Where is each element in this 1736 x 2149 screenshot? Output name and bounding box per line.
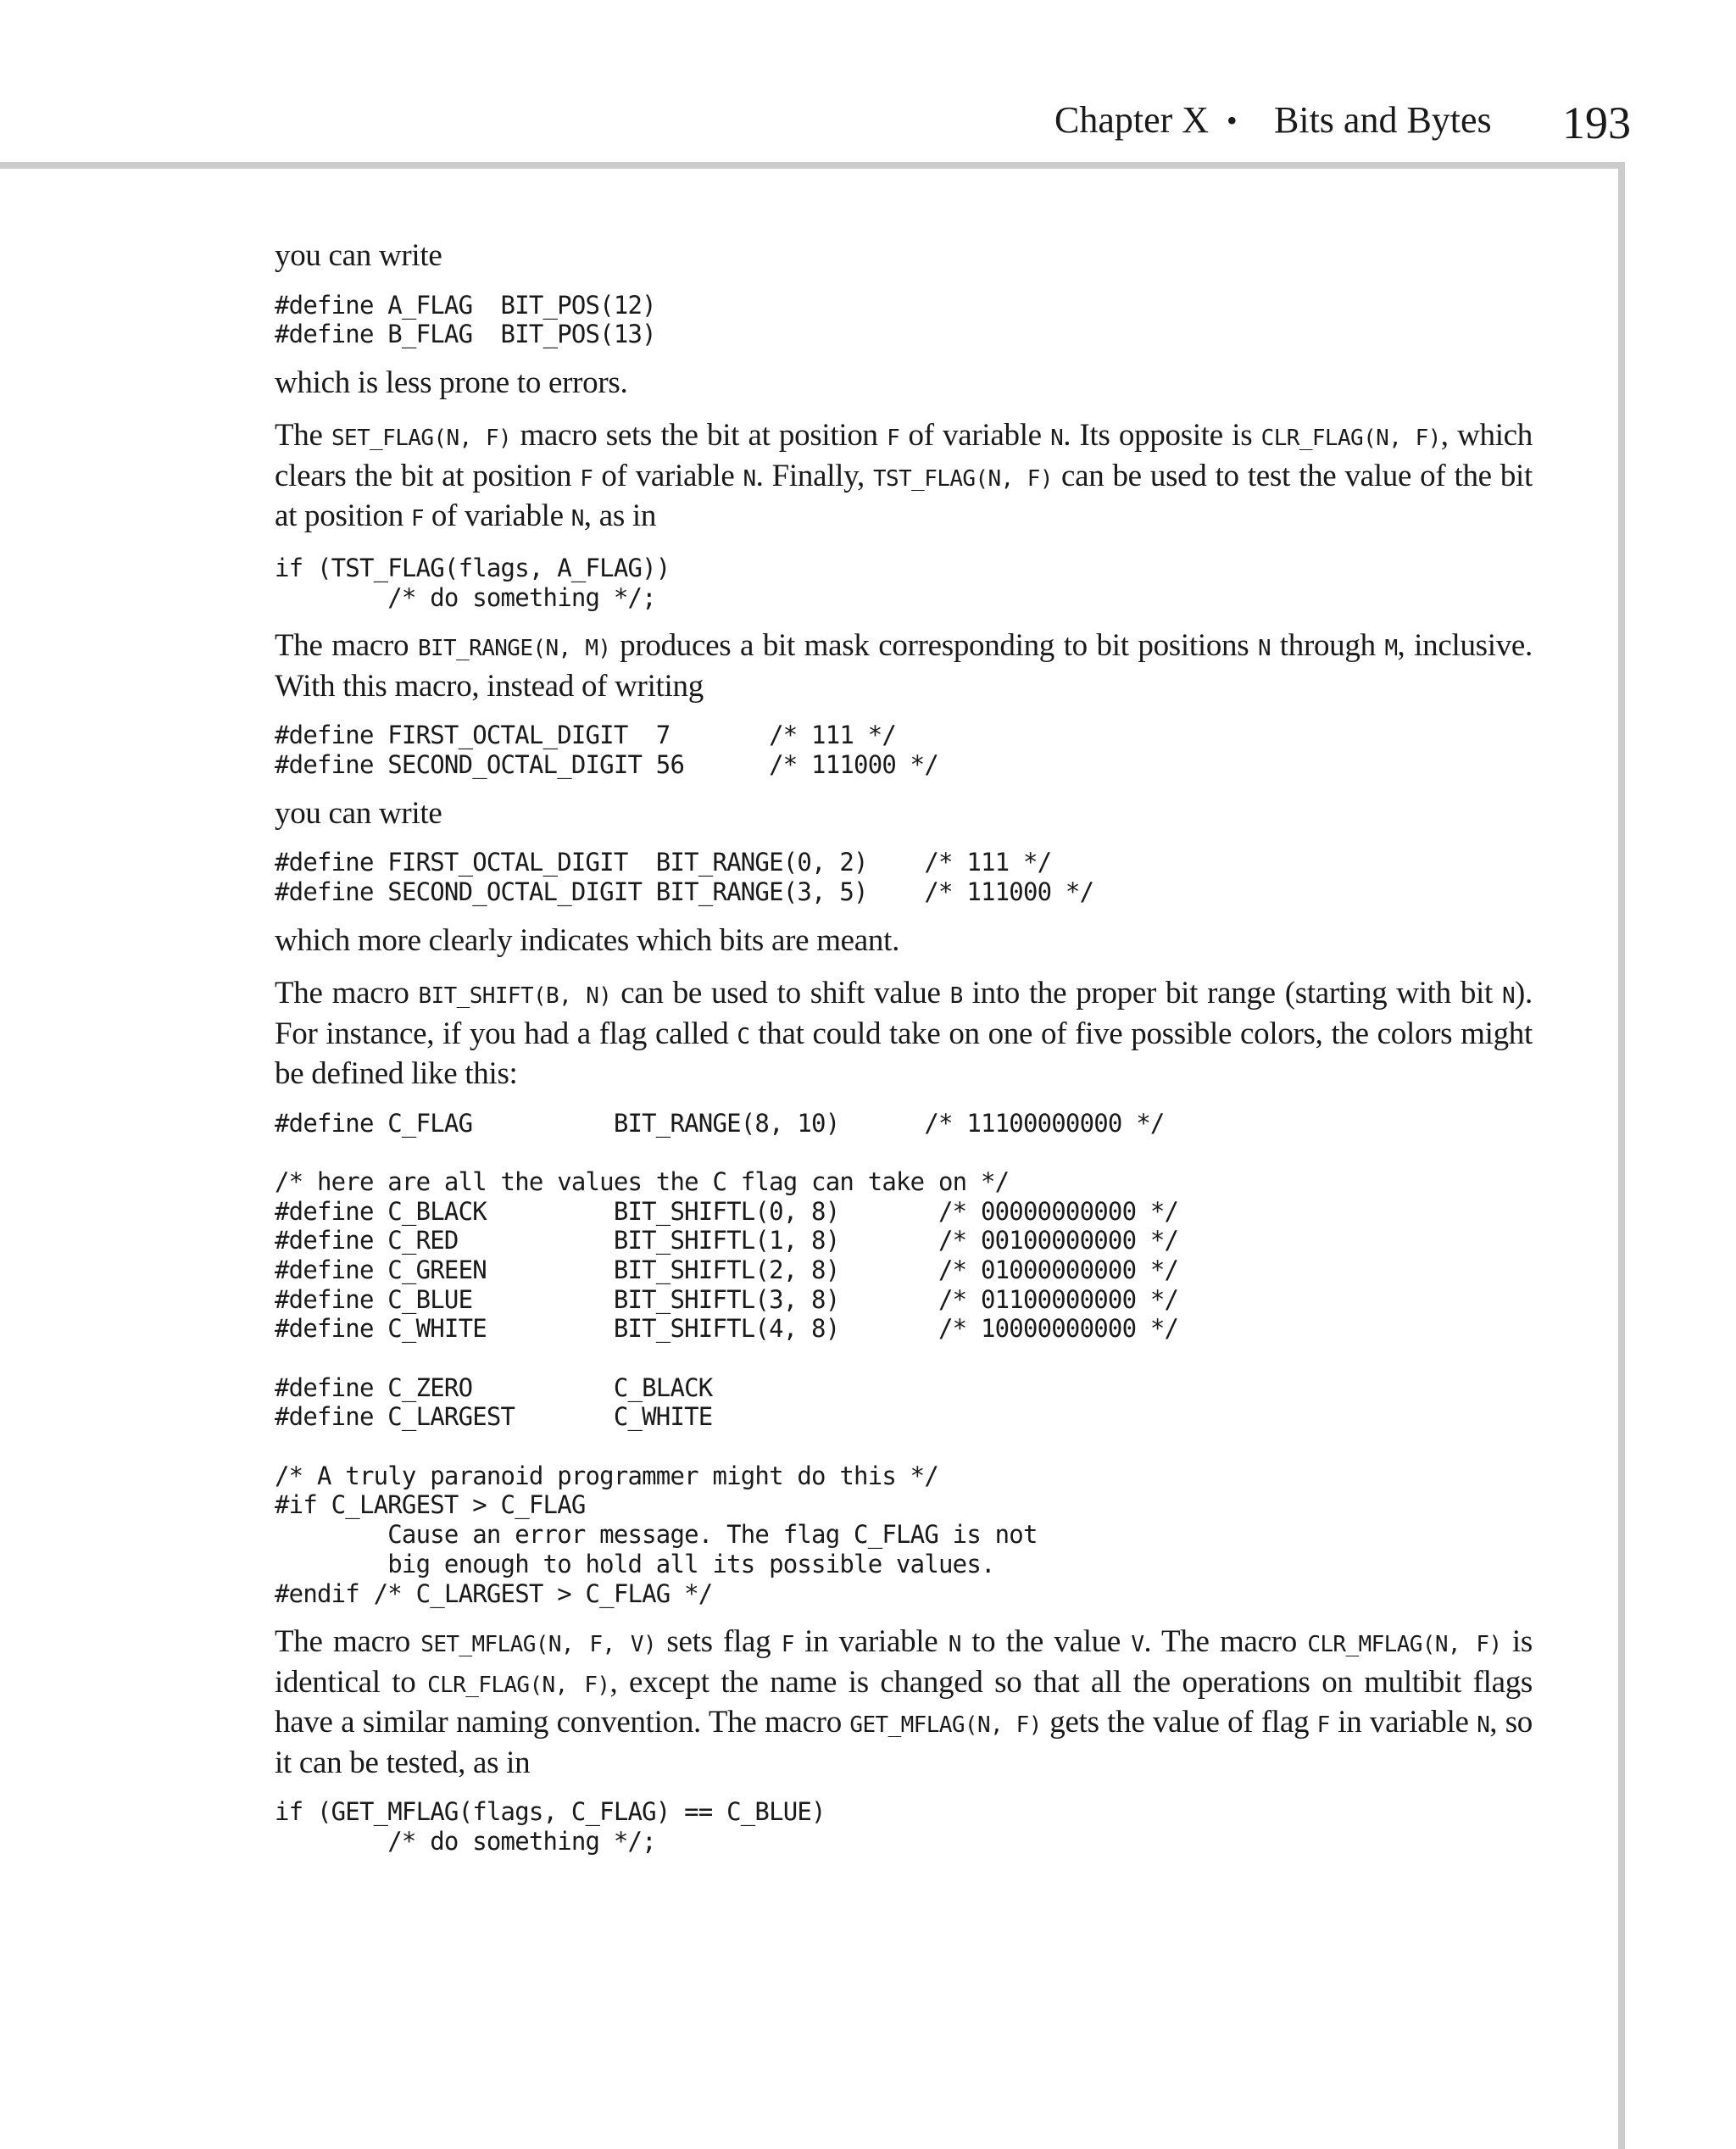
text-run: you can write (275, 238, 442, 273)
paragraph (275, 365, 1533, 403)
chapter-label: Chapter X (1054, 99, 1210, 141)
code-line (275, 1138, 1533, 1167)
paragraph (275, 627, 1533, 705)
text-run: , inclusive. With this macro, instead of writing (275, 628, 1533, 704)
code-line: if (TST_FLAG(flags, A_FLAG)) (275, 553, 670, 582)
paragraph (275, 1623, 1533, 1782)
chapter-title: Bits and Bytes (1274, 99, 1492, 141)
inline-code: N (570, 506, 584, 532)
text-run: which more clearly indicates which bits are meant. (275, 922, 900, 958)
inline-code: V (1131, 1632, 1144, 1658)
text-run: , so it can be tested, as in (275, 1705, 1533, 1780)
code-line: #endif /* C_LARGEST > C_FLAG */ (275, 1578, 713, 1608)
inline-code: B (949, 983, 963, 1009)
inline-code: GET_MFLAG(N, F) (849, 1712, 1042, 1739)
inline-code: N (1477, 1712, 1490, 1739)
text-run: that could take on one of five possible colors, the colors might be defined like this: (275, 1016, 1533, 1091)
text-run: The macro (275, 628, 418, 664)
code-line: #define A_FLAG BIT_POS(12) (275, 290, 656, 320)
text-run: is identical to (275, 1624, 1533, 1700)
inline-code: N (743, 465, 756, 492)
paragraph (275, 237, 1533, 276)
code-line: #define FIRST_OCTAL_DIGIT BIT_RANGE(0, 2) /* 111 */ (275, 848, 1052, 877)
text-run: of variable (593, 458, 743, 493)
text-run: which is less prone to errors. (275, 365, 628, 400)
text-run: . Its opposite is (1063, 418, 1261, 454)
text-run: , except the name is changed so that all the operations on multibit flags have a similar naming convention. The macro (275, 1664, 1533, 1740)
paragraph (275, 922, 1533, 960)
code-line: /* A truly paranoid programmer might do this */ (275, 1461, 938, 1490)
text-run: can be used to test the value of the bit at position (275, 458, 1533, 534)
text-run: through (1271, 628, 1385, 664)
text-run: in variable (1329, 1705, 1477, 1740)
code-line: if (GET_MFLAG(flags, C_FLAG) == C_BLUE) (275, 1797, 826, 1827)
text-run: of variable (899, 418, 1051, 454)
text-run: macro sets the bit at position (511, 418, 887, 454)
header-rule (0, 162, 1625, 169)
code-line: #define C_WHITE BIT_SHIFTL(4, 8) /* 10000000000 */ (275, 1314, 1179, 1344)
code-line: #define FIRST_OCTAL_DIGIT 7 /* 111 */ (275, 721, 897, 750)
code-line: big enough to hold all its possible values. (275, 1549, 995, 1578)
code-block (275, 721, 1533, 779)
text-run: of variable (423, 498, 571, 534)
text-run: . The macro (1143, 1624, 1308, 1660)
page-body (275, 237, 1533, 1872)
page-number: 193 (1562, 97, 1631, 148)
code-block (275, 1797, 1533, 1856)
text-run: The (275, 418, 331, 454)
inline-code: F (1316, 1712, 1330, 1739)
inline-code: CLR_FLAG(N, F) (427, 1672, 610, 1698)
inline-code: N (1050, 426, 1064, 452)
text-run: , as in (583, 498, 657, 534)
text-run: produces a bit mask corresponding to bit positions (610, 628, 1259, 664)
inline-code: BIT_RANGE(N, M) (417, 636, 611, 662)
code-line: #define C_FLAG BIT_RANGE(8, 10) /* 11100000000 */ (275, 1108, 1165, 1138)
text-run: ). For instance, if you had a flag called (275, 976, 1533, 1051)
text-run: The macro (275, 976, 419, 1010)
inline-code: F (781, 1632, 794, 1658)
text-run: , which clears the bit at position (275, 418, 1533, 493)
code-line: #define C_ZERO C_BLACK (275, 1372, 713, 1402)
margin-rule (1618, 162, 1625, 2149)
paragraph (275, 975, 1533, 1094)
text-run: to the value (960, 1624, 1132, 1660)
code-line: Cause an error message. The flag C_FLAG is not (275, 1520, 1038, 1550)
inline-code: N (948, 1632, 961, 1658)
inline-code: M (1384, 636, 1398, 662)
running-header (0, 0, 1736, 170)
paragraph (275, 417, 1533, 538)
text-run: you can write (275, 795, 442, 831)
code-line: #define SECOND_OCTAL_DIGIT BIT_RANGE(3, 5) /* 111000 */ (275, 877, 1094, 906)
inline-code: F (410, 506, 424, 532)
inline-code: N (1258, 636, 1271, 662)
inline-code: TST_FLAG(N, F) (873, 465, 1053, 492)
code-line: #define C_LARGEST C_WHITE (275, 1402, 713, 1432)
inline-code: F (580, 465, 593, 492)
code-line: #if C_LARGEST > C_FLAG (275, 1490, 586, 1520)
code-line (275, 1432, 1533, 1461)
code-line (275, 1344, 1533, 1373)
inline-code: CLR_MFLAG(N, F) (1307, 1632, 1502, 1658)
code-block (275, 1109, 1533, 1609)
code-line: /* do something */; (275, 582, 656, 612)
inline-code: SET_FLAG(N, F) (331, 426, 512, 452)
text-run: sets flag (656, 1624, 782, 1660)
text-run: The macro (275, 1624, 421, 1660)
code-block (275, 848, 1533, 906)
inline-code: F (887, 426, 900, 452)
text-run: in variable (793, 1624, 949, 1660)
code-line: #define C_RED BIT_SHIFTL(1, 8) /* 00100000000 */ (275, 1226, 1179, 1255)
code-line: /* here are all the values the C flag can take on */ (275, 1166, 1010, 1196)
code-line: #define SECOND_OCTAL_DIGIT 56 /* 111000 */ (275, 749, 938, 779)
paragraph (275, 795, 1533, 833)
text-run: gets the value of flag (1041, 1705, 1317, 1740)
code-block (275, 291, 1533, 349)
inline-code: C (737, 1023, 750, 1049)
code-line: #define C_BLACK BIT_SHIFTL(0, 8) /* 00000000000 */ (275, 1196, 1179, 1226)
text-run: . Finally, (755, 458, 873, 493)
code-line: /* do something */; (275, 1826, 656, 1856)
inline-code: SET_MFLAG(N, F, V) (420, 1632, 657, 1658)
bullet-separator: • (1227, 103, 1238, 137)
text-run: into the proper bit range (starting with bit (962, 976, 1502, 1010)
code-block (275, 554, 1533, 612)
text-run: can be used to shift value (611, 976, 950, 1010)
code-line: #define C_BLUE BIT_SHIFTL(3, 8) /* 01100000000 */ (275, 1284, 1179, 1314)
inline-code: BIT_SHIFT(B, N) (418, 983, 612, 1009)
code-line: #define C_GREEN BIT_SHIFTL(2, 8) /* 01000000000 */ (275, 1255, 1179, 1284)
inline-code: N (1501, 983, 1516, 1009)
code-line: #define B_FLAG BIT_POS(13) (275, 320, 656, 349)
inline-code: CLR_FLAG(N, F) (1260, 426, 1441, 452)
